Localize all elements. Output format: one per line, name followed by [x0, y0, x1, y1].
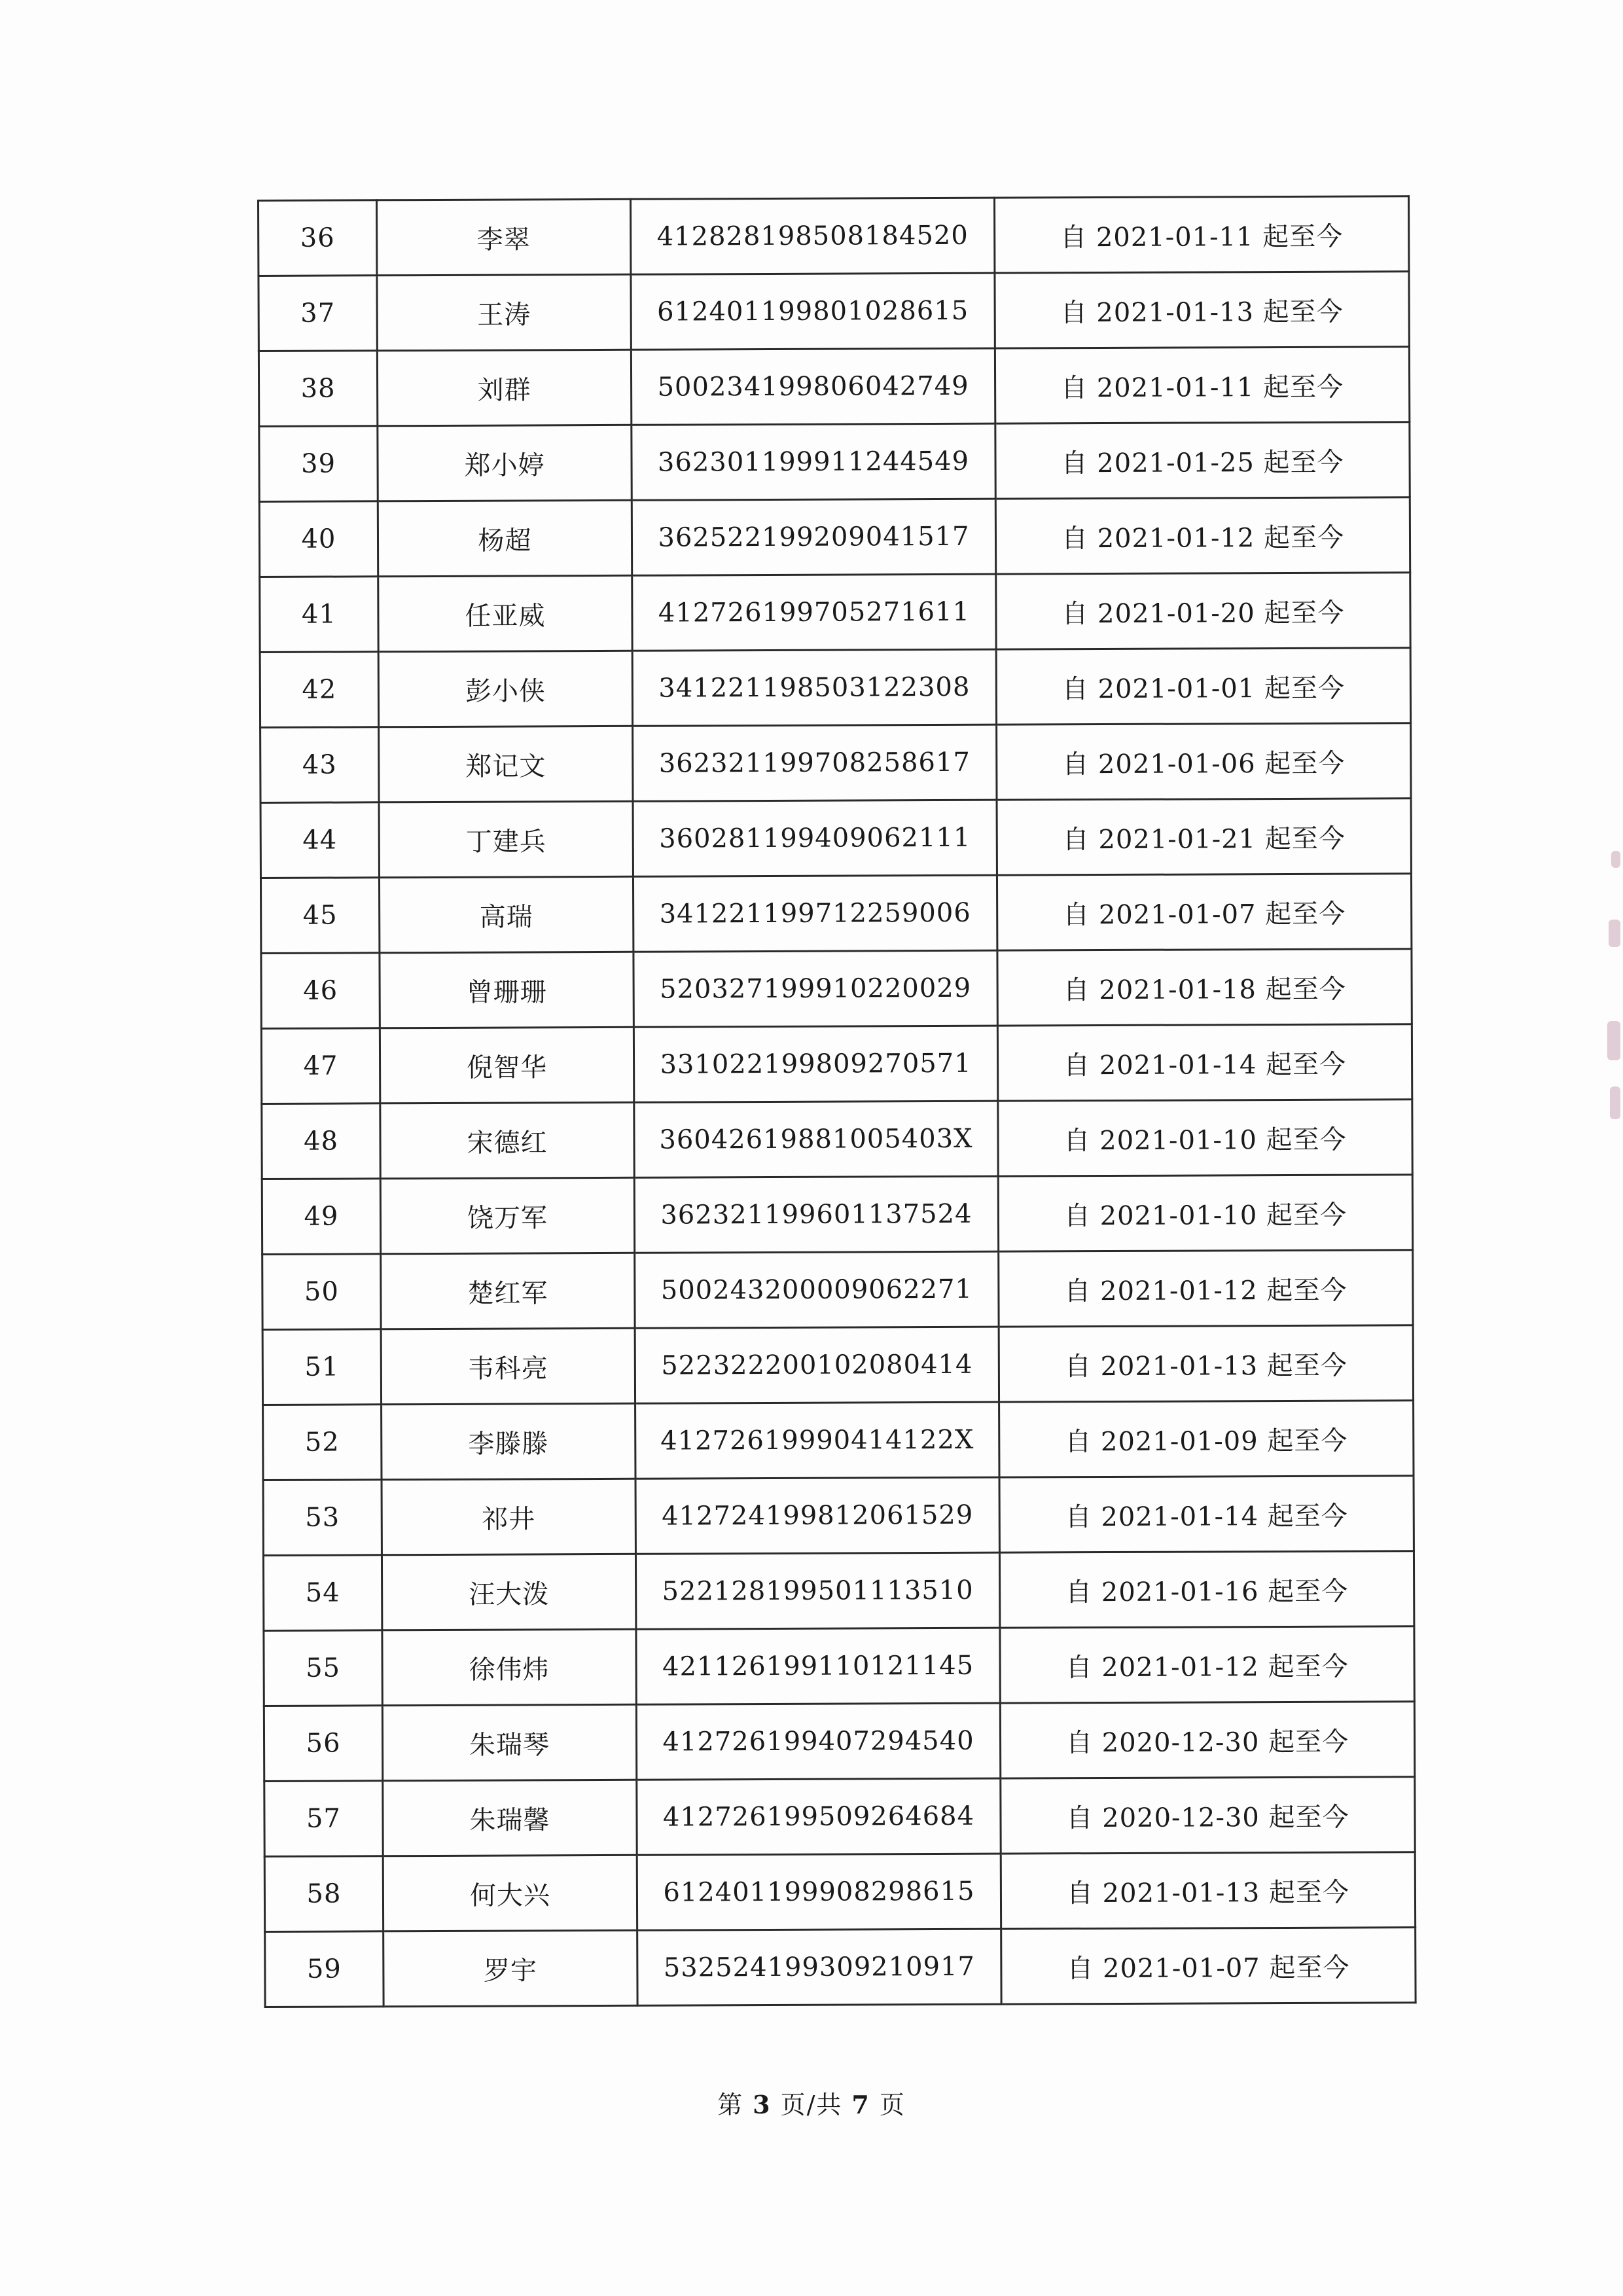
employment-period-cell: 自 2021-01-11 起至今 — [994, 196, 1408, 273]
employment-period-cell: 自 2021-01-20 起至今 — [996, 573, 1410, 649]
row-number-cell: 59 — [265, 1931, 383, 2007]
table-row — [264, 1777, 1415, 1857]
table-row — [260, 573, 1410, 653]
employment-period-cell: 自 2021-01-10 起至今 — [998, 1175, 1412, 1251]
table-row — [259, 347, 1409, 427]
table-row — [260, 798, 1411, 878]
row-number-cell: 44 — [260, 802, 379, 878]
footer-total-pages: 7 — [851, 2090, 870, 2119]
table-row — [262, 1325, 1413, 1405]
footer-prefix: 第 — [717, 2090, 744, 2119]
id-number-cell: 331022199809270571 — [633, 1026, 997, 1102]
seal-trace-mark — [1607, 1021, 1620, 1060]
name-cell: 楚红军 — [381, 1253, 635, 1329]
name-cell: 郑小婷 — [378, 425, 632, 501]
id-number-cell: 412726199407294540 — [636, 1703, 1000, 1780]
employment-period-cell: 自 2021-01-14 起至今 — [999, 1476, 1414, 1552]
id-number-cell: 412726199509264684 — [637, 1778, 1001, 1855]
employment-period-cell: 自 2021-01-18 起至今 — [997, 949, 1412, 1026]
employment-period-cell: 自 2021-01-11 起至今 — [995, 347, 1409, 423]
seal-trace-mark — [1610, 1086, 1620, 1119]
row-number-cell: 39 — [259, 426, 378, 502]
employment-period-cell: 自 2021-01-13 起至今 — [995, 272, 1409, 348]
name-cell: 祁井 — [382, 1479, 635, 1554]
employment-period-cell: 自 2021-01-21 起至今 — [997, 798, 1411, 875]
row-number-cell: 37 — [259, 276, 377, 351]
table-row — [259, 422, 1410, 502]
seal-trace-mark — [1609, 920, 1620, 947]
name-cell: 韦科亮 — [381, 1328, 635, 1404]
seal-trace-mark — [1611, 851, 1620, 868]
row-number-cell: 51 — [262, 1329, 381, 1405]
name-cell: 倪智华 — [380, 1027, 633, 1103]
table-row — [263, 1476, 1414, 1556]
employment-period-cell: 自 2021-01-07 起至今 — [997, 874, 1411, 950]
name-cell: 彭小侠 — [378, 651, 632, 726]
row-number-cell: 41 — [260, 577, 378, 653]
id-number-cell: 612401199908298615 — [637, 1854, 1001, 1930]
employment-period-cell: 自 2021-01-10 起至今 — [998, 1100, 1412, 1176]
table-row — [260, 648, 1410, 728]
id-number-cell: 41272619990414122X — [635, 1402, 999, 1479]
id-number-cell: 522322200102080414 — [635, 1327, 999, 1403]
id-number-cell: 500234199806042749 — [631, 348, 995, 425]
footer-middle: 页/共 — [780, 2090, 843, 2119]
id-number-cell: 36042619881005403X — [634, 1101, 998, 1177]
name-cell: 朱瑞琴 — [382, 1704, 636, 1780]
id-number-cell: 412828198508184520 — [631, 198, 995, 274]
id-number-cell: 412726199705271611 — [632, 574, 996, 651]
row-number-cell: 45 — [260, 878, 379, 954]
id-number-cell: 341221198503122308 — [632, 649, 996, 726]
employment-period-cell: 自 2020-12-30 起至今 — [1001, 1777, 1415, 1854]
footer-suffix: 页 — [879, 2090, 906, 2119]
id-number-cell: 532524199309210917 — [637, 1929, 1001, 2005]
id-number-cell: 360281199409062111 — [633, 800, 997, 876]
employment-period-cell: 自 2021-01-01 起至今 — [996, 648, 1410, 725]
id-number-cell: 362321199601137524 — [634, 1176, 998, 1253]
name-cell: 朱瑞馨 — [383, 1780, 637, 1856]
row-number-cell: 55 — [264, 1630, 382, 1706]
name-cell: 任亚威 — [378, 575, 632, 651]
row-number-cell: 56 — [264, 1706, 382, 1782]
name-cell: 李翠 — [377, 199, 631, 275]
name-cell: 何大兴 — [383, 1855, 637, 1931]
row-number-cell: 46 — [261, 953, 380, 1029]
row-number-cell: 48 — [262, 1103, 380, 1179]
table-row — [260, 723, 1411, 803]
footer-current-page: 3 — [753, 2090, 772, 2119]
id-number-cell: 362321199708258617 — [633, 725, 997, 801]
name-cell: 徐伟炜 — [382, 1629, 636, 1705]
row-number-cell: 42 — [260, 652, 378, 728]
name-cell: 李滕滕 — [382, 1403, 635, 1479]
row-number-cell: 38 — [259, 351, 377, 427]
row-number-cell: 53 — [263, 1480, 382, 1556]
id-number-cell: 421126199110121145 — [636, 1628, 1000, 1704]
table-row — [262, 1250, 1413, 1330]
table-row — [259, 497, 1410, 577]
table-row — [262, 1175, 1412, 1255]
table-row — [259, 272, 1409, 351]
employment-period-cell: 自 2021-01-25 起至今 — [995, 422, 1410, 499]
employment-period-cell: 自 2021-01-12 起至今 — [995, 497, 1410, 574]
name-cell: 杨超 — [378, 500, 632, 576]
table-row — [265, 1928, 1416, 2007]
row-number-cell: 40 — [259, 501, 378, 577]
row-number-cell: 57 — [264, 1781, 383, 1857]
name-cell: 刘群 — [377, 350, 631, 425]
name-cell: 王涛 — [377, 274, 631, 350]
id-number-cell: 362522199209041517 — [632, 499, 995, 575]
table-row — [261, 949, 1412, 1029]
id-number-cell: 522128199501113510 — [635, 1552, 999, 1629]
personnel-table-body — [259, 196, 1416, 2007]
id-number-cell: 362301199911244549 — [632, 423, 995, 500]
name-cell: 曾珊珊 — [380, 952, 633, 1028]
row-number-cell: 47 — [261, 1028, 380, 1104]
name-cell: 宋德红 — [380, 1102, 634, 1178]
row-number-cell: 49 — [262, 1179, 380, 1255]
employment-period-cell: 自 2021-01-13 起至今 — [999, 1325, 1413, 1402]
table-row — [264, 1852, 1415, 1932]
employment-period-cell: 自 2021-01-12 起至今 — [1000, 1626, 1414, 1703]
table-row — [264, 1702, 1414, 1782]
table-row — [263, 1551, 1414, 1631]
employment-period-cell: 自 2021-01-14 起至今 — [997, 1024, 1412, 1101]
employment-period-cell: 自 2021-01-07 起至今 — [1001, 1928, 1416, 2004]
employment-period-cell: 自 2021-01-13 起至今 — [1001, 1852, 1415, 1929]
table-row — [260, 874, 1411, 954]
row-number-cell: 43 — [260, 727, 379, 803]
employment-period-cell: 自 2021-01-06 起至今 — [997, 723, 1411, 800]
employment-period-cell: 自 2020-12-30 起至今 — [1000, 1702, 1414, 1778]
name-cell: 丁建兵 — [379, 801, 633, 877]
table-row — [262, 1100, 1412, 1179]
id-number-cell: 500243200009062271 — [635, 1251, 999, 1328]
id-number-cell: 612401199801028615 — [631, 273, 995, 350]
id-number-cell: 412724199812061529 — [635, 1477, 999, 1554]
table-row — [261, 1024, 1412, 1104]
name-cell: 高瑞 — [379, 876, 633, 952]
row-number-cell: 54 — [263, 1555, 382, 1631]
employment-period-cell: 自 2021-01-09 起至今 — [999, 1401, 1414, 1477]
id-number-cell: 520327199910220029 — [633, 950, 997, 1027]
row-number-cell: 50 — [262, 1254, 381, 1330]
page-footer — [0, 2085, 1623, 2121]
row-number-cell: 52 — [263, 1405, 382, 1480]
personnel-table — [257, 195, 1417, 2008]
name-cell: 郑记文 — [379, 726, 633, 802]
table-row — [264, 1626, 1414, 1706]
table-row — [259, 196, 1409, 276]
name-cell: 汪大泼 — [382, 1554, 635, 1630]
table-row — [263, 1401, 1414, 1480]
row-number-cell: 36 — [259, 200, 377, 276]
row-number-cell: 58 — [264, 1856, 383, 1932]
id-number-cell: 341221199712259006 — [633, 875, 997, 952]
name-cell: 罗宇 — [383, 1930, 637, 2006]
name-cell: 饶万军 — [380, 1177, 634, 1253]
employment-period-cell: 自 2021-01-16 起至今 — [999, 1551, 1414, 1628]
employment-period-cell: 自 2021-01-12 起至今 — [999, 1250, 1413, 1327]
